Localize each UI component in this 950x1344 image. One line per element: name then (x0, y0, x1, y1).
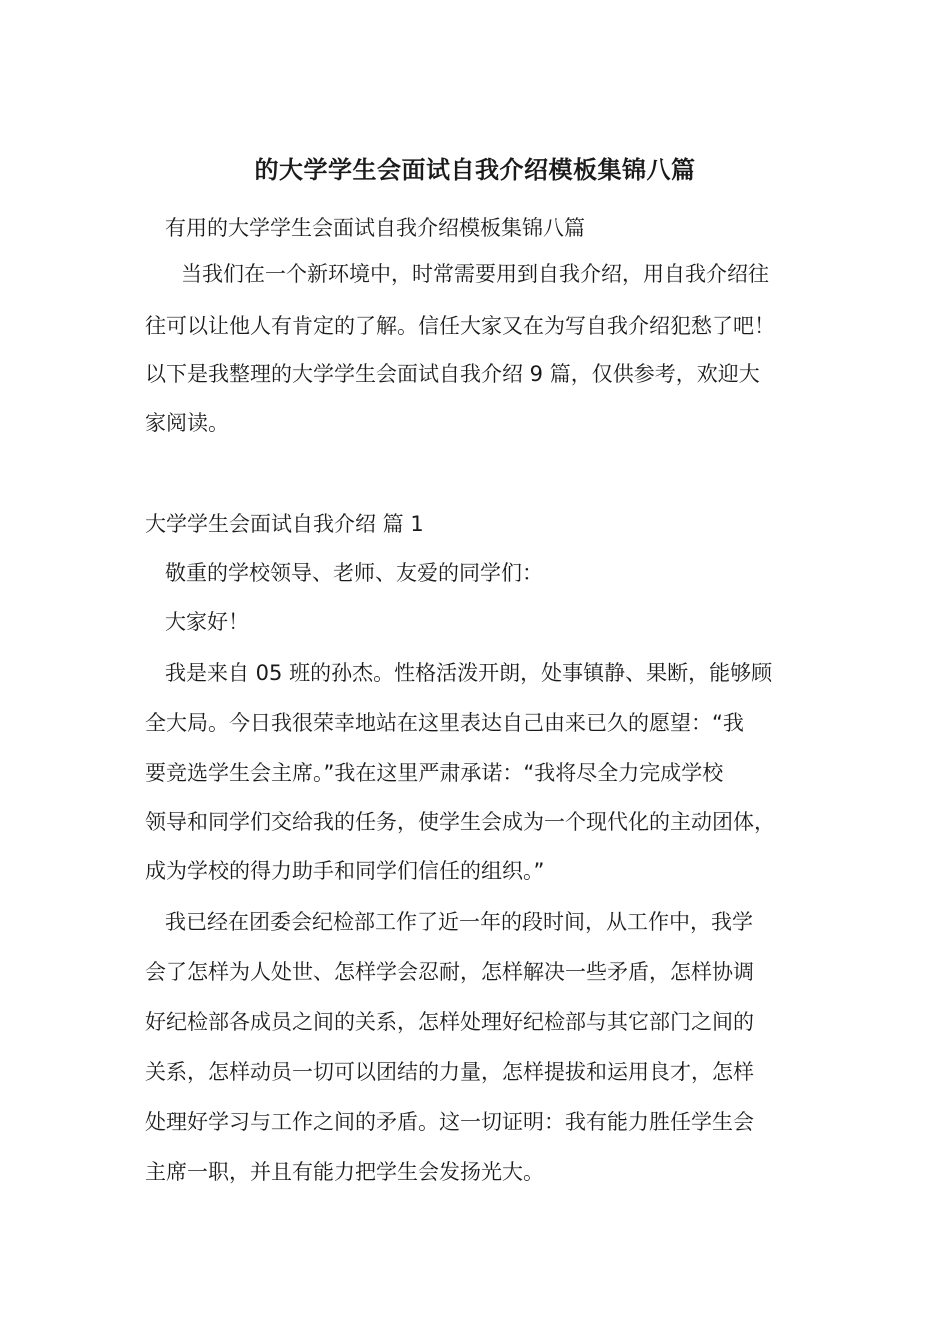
hello-line: 大家好！ (165, 610, 249, 634)
body-line-10: 处理好学习与工作之间的矛盾。这一切证明：我有能力胜任学生会 (145, 1110, 754, 1134)
intro-line-4: 家阅读。 (145, 411, 229, 435)
body-line-5: 成为学校的得力助手和同学们信任的组织。” (145, 859, 545, 883)
body-line-6: 我已经在团委会纪检部工作了近一年的段时间，从工作中，我学 (165, 910, 753, 934)
body-line-8: 好纪检部各成员之间的关系，怎样处理好纪检部与其它部门之间的 (145, 1010, 754, 1034)
body-line-4: 领导和同学们交给我的任务，使学生会成为一个现代化的主动团体， (145, 810, 775, 834)
document-title: 的大学学生会面试自我介绍模板集锦八篇 (254, 156, 696, 184)
body-line-9: 关系，怎样动员一切可以团结的力量，怎样提拔和运用良才，怎样 (145, 1060, 754, 1084)
intro-line-1: 当我们在一个新环境中，时常需要用到自我介绍，用自我介绍往 (181, 262, 769, 286)
section-heading: 大学学生会面试自我介绍 篇 1 (145, 512, 424, 536)
intro-line-2: 往可以让他人有肯定的了解。信任大家又在为写自我介绍犯愁了吧！ (145, 314, 775, 338)
body-line-3: 要竞选学生会主席。”我在这里严肃承诺：“我将尽全力完成学校 (145, 761, 724, 785)
subtitle-line: 有用的大学学生会面试自我介绍模板集锦八篇 (165, 216, 585, 240)
greeting-line: 敬重的学校领导、老师、友爱的同学们： (165, 561, 543, 585)
body-line-2: 全大局。今日我很荣幸地站在这里表达自己由来已久的愿望：“我 (145, 711, 744, 735)
intro-line-3: 以下是我整理的大学学生会面试自我介绍 9 篇，仅供参考，欢迎大 (145, 362, 760, 386)
body-line-11: 主席一职，并且有能力把学生会发扬光大。 (145, 1160, 544, 1184)
body-line-1: 我是来自 05 班的孙杰。性格活泼开朗，处事镇静、果断，能够顾 (165, 661, 773, 685)
body-line-7: 会了怎样为人处世、怎样学会忍耐，怎样解决一些矛盾，怎样协调 (145, 960, 754, 984)
